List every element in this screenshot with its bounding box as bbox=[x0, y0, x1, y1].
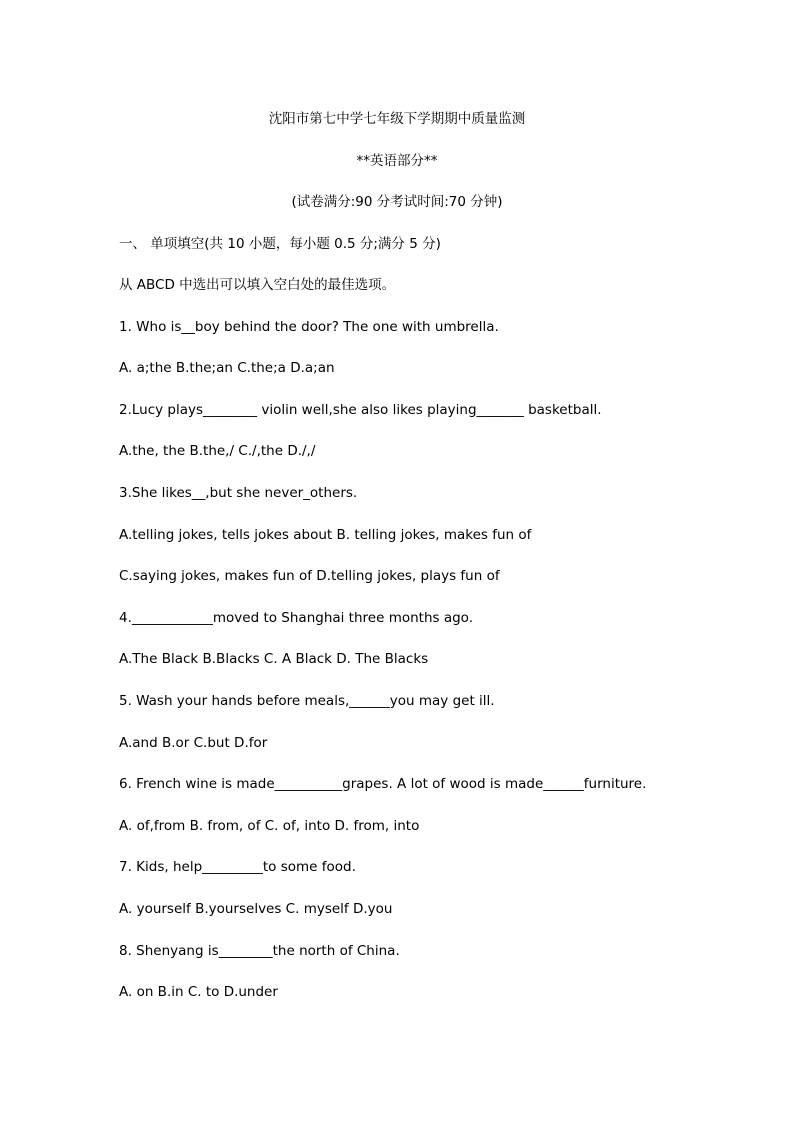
question-7-stem: 7. Kids, help_________to some food. bbox=[119, 859, 356, 875]
exam-title: 沈阳市第七中学七年级下学期期中质量监测 bbox=[268, 111, 526, 127]
section-instruction: 从 ABCD 中选出可以填入空白处的最佳选项。 bbox=[119, 277, 396, 293]
question-2-stem: 2.Lucy plays________ violin well,she also likes playing_______ basketball. bbox=[119, 402, 602, 418]
question-1-options: A. a;the B.the;an C.the;a D.a;an bbox=[119, 360, 335, 376]
question-4-options: A.The Black B.Blacks C. A Black D. The Blacks bbox=[119, 651, 429, 667]
question-6-stem: 6. French wine is made__________grapes. A lot of wood is made______furniture. bbox=[119, 776, 647, 792]
question-6-options: A. of,from B. from, of C. of, into D. from, into bbox=[119, 818, 420, 834]
exam-subtitle: **英语部分** bbox=[356, 153, 438, 169]
question-3-options-line-2: C.saying jokes, makes fun of D.telling jokes, plays fun of bbox=[119, 568, 500, 584]
question-8-stem: 8. Shenyang is________the north of China. bbox=[119, 943, 400, 959]
question-2-options: A.the, the B.the,/ C./,the D./,/ bbox=[119, 443, 316, 459]
exam-info: (试卷满分:90 分考试时间:70 分钟) bbox=[291, 194, 503, 210]
question-3-options-line-1: A.telling jokes, tells jokes about B. telling jokes, makes fun of bbox=[119, 527, 532, 543]
question-8-options: A. on B.in C. to D.under bbox=[119, 984, 278, 1000]
question-5-stem: 5. Wash your hands before meals,______you may get ill. bbox=[119, 693, 495, 709]
question-5-options: A.and B.or C.but D.for bbox=[119, 735, 268, 751]
section-heading: 一、 单项填空(共 10 小题，每小题 0.5 分;满分 5 分) bbox=[119, 236, 441, 252]
question-1-stem: 1. Who is__boy behind the door? The one with umbrella. bbox=[119, 319, 499, 335]
question-7-options: A. yourself B.yourselves C. myself D.you bbox=[119, 901, 393, 917]
question-3-stem: 3.She likes__,but she never_others. bbox=[119, 485, 358, 501]
question-4-stem: 4.____________moved to Shanghai three months ago. bbox=[119, 610, 473, 626]
